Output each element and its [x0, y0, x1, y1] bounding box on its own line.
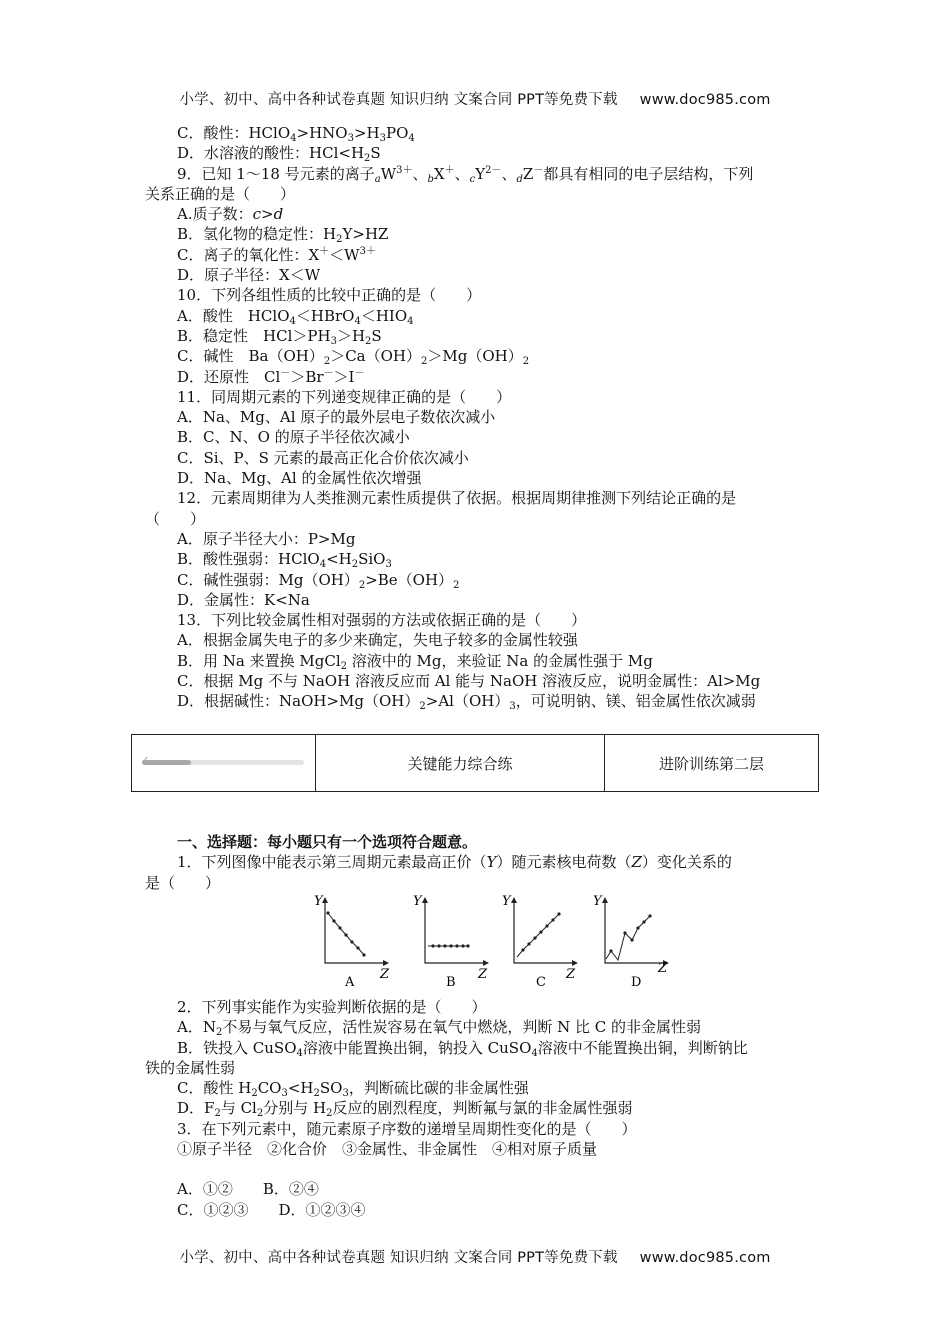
q2-option-c: C．酸性 $H_2CO_3<H_2SO_3$，判断硫比碳的非金属性强	[177, 1079, 529, 1100]
header-site[interactable]: www.doc985.com	[639, 92, 771, 108]
axis-y-a: Y	[314, 894, 323, 909]
q9-option-b: B．氢化物的稳定性：$H_2Y>HZ$	[177, 225, 389, 246]
q3-items: ①原子半径 ②化合价 ③金属性、非金属性 ④相对原子质量	[177, 1140, 598, 1159]
progress-fill	[142, 760, 191, 765]
q13-option-c: C．根据 Mg 不与 NaOH 溶液反应而 Al 能与 NaOH 溶液反应，说明金属性：Al>Mg	[177, 672, 761, 691]
q10-option-b: B．稳定性 $HCl>PH_3>H_2S$	[177, 326, 382, 347]
section-heading: 一、选择题：每小题只有一个选项符合题意。	[177, 833, 478, 851]
axis-y-d: Y	[593, 894, 602, 909]
graph-label-c: C	[536, 975, 546, 990]
q11-option-b: B．C、N、O 的原子半径依次减小	[177, 428, 410, 447]
axis-y-b: Y	[413, 894, 422, 909]
graph-label-d: D	[631, 975, 642, 990]
banner-title: 关键能力综合练	[316, 735, 605, 791]
q2-option-d: D．$F_2$与 $Cl_2$分别与 $H_2$反应的剧烈程度，判断氟与氯的非金属性强弱	[177, 1099, 633, 1120]
q9-option-c: C．离子的氧化性：$X^+<W^{3+}$	[177, 245, 376, 264]
q3-options-cd: C．①②③ D．①②③④	[177, 1200, 366, 1219]
q12-option-a: A．原子半径大小：P>Mg	[177, 529, 356, 548]
page-footer: 小学、初中、高中各种试卷真题 知识归纳 文案合同 PPT等免费下载 www.doc985.com	[179, 1250, 771, 1266]
q9-option-d: D．原子半径：X＜W	[177, 266, 321, 285]
q10-option-a: A．酸性 $HClO_4<HBrO_4<HIO_4$	[177, 306, 414, 327]
page-header: 小学、初中、高中各种试卷真题 知识归纳 文案合同 PPT等免费下载 www.doc985.com	[179, 92, 771, 108]
axis-z-a: Z	[380, 967, 390, 982]
q12-option-c: C．碱性强弱：$Mg(OH)_2>Be(OH)_2$	[177, 570, 460, 591]
q11-stem: 11．同周期元素的下列递变规律正确的是（ ）	[177, 387, 512, 406]
graph-label-a: A	[345, 975, 355, 990]
footer-site[interactable]: www.doc985.com	[639, 1250, 771, 1266]
q3-options-ab: A．①② B．②④	[177, 1180, 319, 1199]
axis-z-c: Z	[566, 967, 576, 982]
q10-option-d: D．还原性 Cl－＞Br－＞I－	[177, 367, 365, 386]
q8-option-d: D．水溶液的酸性：$HCl<H_2S$	[177, 144, 381, 165]
q1-graphs	[300, 893, 680, 993]
axis-z-b: Z	[478, 967, 488, 982]
banner-level: 进阶训练第二层	[658, 754, 764, 773]
q1-stem: 1．下列图像中能表示第三周期元素最高正价（Y）随元素核电荷数（Z）变化关系的	[177, 853, 732, 872]
q8-option-c: C．酸性：$HClO_4>HNO_3>H_3PO_4$	[177, 124, 415, 144]
q1-stem-cont: 是（ ）	[145, 873, 221, 892]
graph-label-b: B	[446, 975, 456, 990]
questions-part1	[145, 123, 815, 712]
q12-stem-cont: （ ）	[145, 509, 206, 528]
q13-stem: 13．下列比较金属性相对强弱的方法或依据正确的是（ ）	[177, 611, 587, 630]
q9-option-a: A.质子数：c>d	[177, 205, 284, 224]
q12-stem: 12．元素周期律为人类推测元素性质提供了依据。根据周期律推测下列结论正确的是	[177, 489, 737, 508]
q11-option-d: D．Na、Mg、Al 的金属性依次增强	[177, 469, 422, 488]
axis-z-d: Z	[658, 961, 668, 976]
progress-bar	[142, 760, 304, 765]
q11-option-c: C．Si、P、S 元素的最高正化合价依次减小	[177, 448, 469, 467]
banner-progress-cell	[132, 735, 316, 791]
q13-option-a: A．根据金属失电子的多少来确定，失电子较多的金属性较强	[177, 631, 578, 650]
q9-stem-cont: 关系正确的是（ ）	[145, 184, 296, 203]
q2-option-b: B．铁投入 CuSO$_4$溶液中能置换出铜，钠投入 CuSO$_4$溶液中不能置换出铜，判断钠比	[177, 1038, 748, 1059]
q11-option-a: A．Na、Mg、Al 原子的最外层电子数依次减小	[177, 408, 496, 427]
q12-option-d: D．金属性：K<Na	[177, 590, 310, 609]
q2-option-a: A．$N_2$不易与氧气反应，活性炭容易在氧气中燃烧，判断 N 比 C 的非金属性弱	[177, 1018, 702, 1039]
q2-option-b-cont: 铁的金属性弱	[145, 1058, 236, 1077]
q12-option-b: B．酸性强弱：$HClO_4<H_2SiO_3$	[177, 550, 392, 571]
q13-option-d: D．根据碱性：$NaOH>Mg(OH)_2>Al(OH)_3$，可说明钠、镁、铝金属性依次减弱	[177, 692, 756, 713]
q9-stem: 9．已知 1～18 号元素的离子$_aW^{3+}$、$_b$X＋、$_cY^{2-}$、$_d$Z－都具有相同的电子层结构，下列	[177, 164, 754, 185]
questions-part3	[145, 997, 815, 1220]
q13-option-b: B．用 Na 来置换 MgCl$_2$ 溶液中的 Mg，来验证 Na 的金属性强于 Mg	[177, 651, 653, 672]
q2-stem: 2．下列事实能作为实验判断依据的是（ ）	[177, 998, 487, 1016]
axis-y-c: Y	[502, 894, 511, 909]
q3-stem: 3．在下列元素中，随元素原子序数的递增呈周期性变化的是（ ）	[177, 1119, 637, 1138]
questions-part2	[145, 832, 815, 893]
q10-option-c: C．碱性 $Ba(OH)_2>Ca(OH)_2>Mg(OH)_2$	[177, 347, 530, 368]
section-banner	[131, 734, 819, 792]
q10-stem: 10．下列各组性质的比较中正确的是（ ）	[177, 286, 482, 305]
